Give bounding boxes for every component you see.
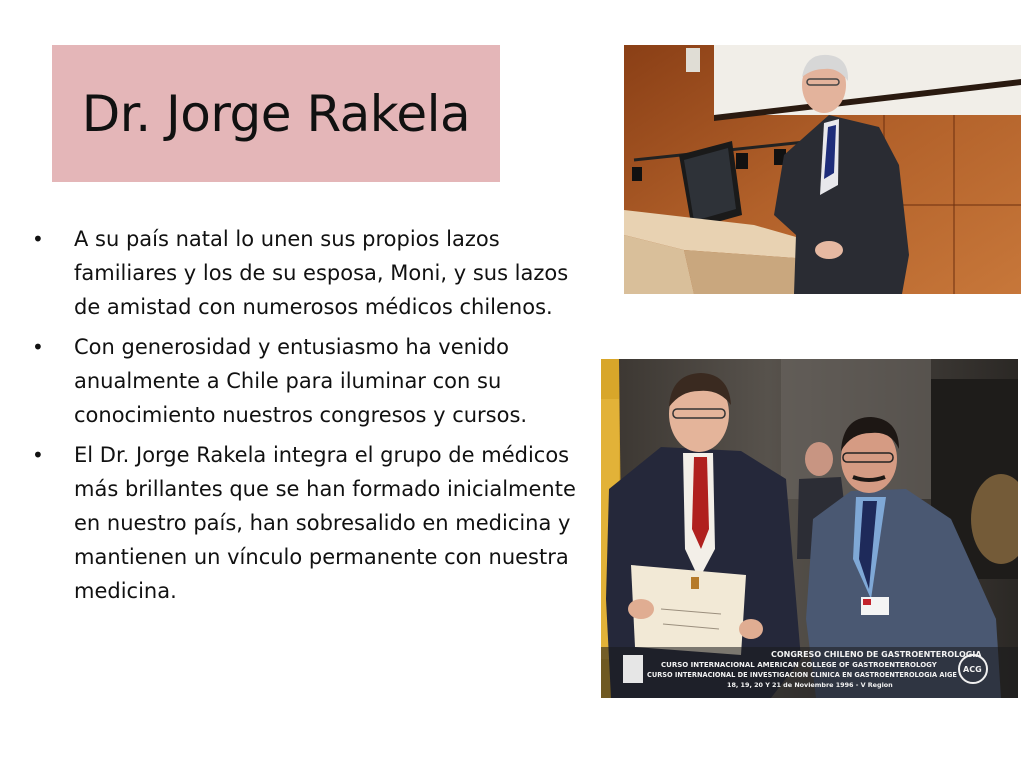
bullet-icon: • xyxy=(32,443,44,467)
banner-line-3: CURSO INTERNACIONAL DE INVESTIGACION CLINICA EN GASTROENTEROLOGIA AIGE xyxy=(647,671,957,679)
title-box xyxy=(52,45,500,182)
congress-award-photo xyxy=(601,359,1018,698)
bullet-item xyxy=(30,438,595,608)
podium-speaker-photo xyxy=(624,45,1021,294)
banner-line-1: CONGRESO CHILENO DE GASTROENTEROLOGIA xyxy=(771,650,982,659)
bullet-item xyxy=(30,330,595,432)
bullet-icon: • xyxy=(32,335,44,359)
bullet-item xyxy=(30,222,595,324)
bullet-list xyxy=(30,222,595,614)
bullet-text: Con generosidad y entusiasmo ha venido anualmente a Chile para iluminar con su conocimiento nuestros congresos y cursos. xyxy=(74,335,528,427)
banner-line-2: CURSO INTERNACIONAL AMERICAN COLLEGE OF GASTROENTEROLOGY xyxy=(661,661,937,669)
banner-line-4: 18, 19, 20 Y 21 de Noviembre 1996 - V Region xyxy=(727,681,893,689)
slide-title: Dr. Jorge Rakela xyxy=(81,84,471,143)
bullet-text: A su país natal lo unen sus propios lazos familiares y los de su esposa, Moni, y sus lazos de amistad con numerosos médicos chilenos. xyxy=(74,227,569,319)
bullet-icon: • xyxy=(32,227,44,251)
bullet-text: El Dr. Jorge Rakela integra el grupo de médicos más brillantes que se han formado inicialmente en nuestro país, han sobresalido en medicina y mantienen un vínculo permanente con nuestra medicina. xyxy=(74,443,576,603)
acg-logo: ACG xyxy=(963,665,982,674)
